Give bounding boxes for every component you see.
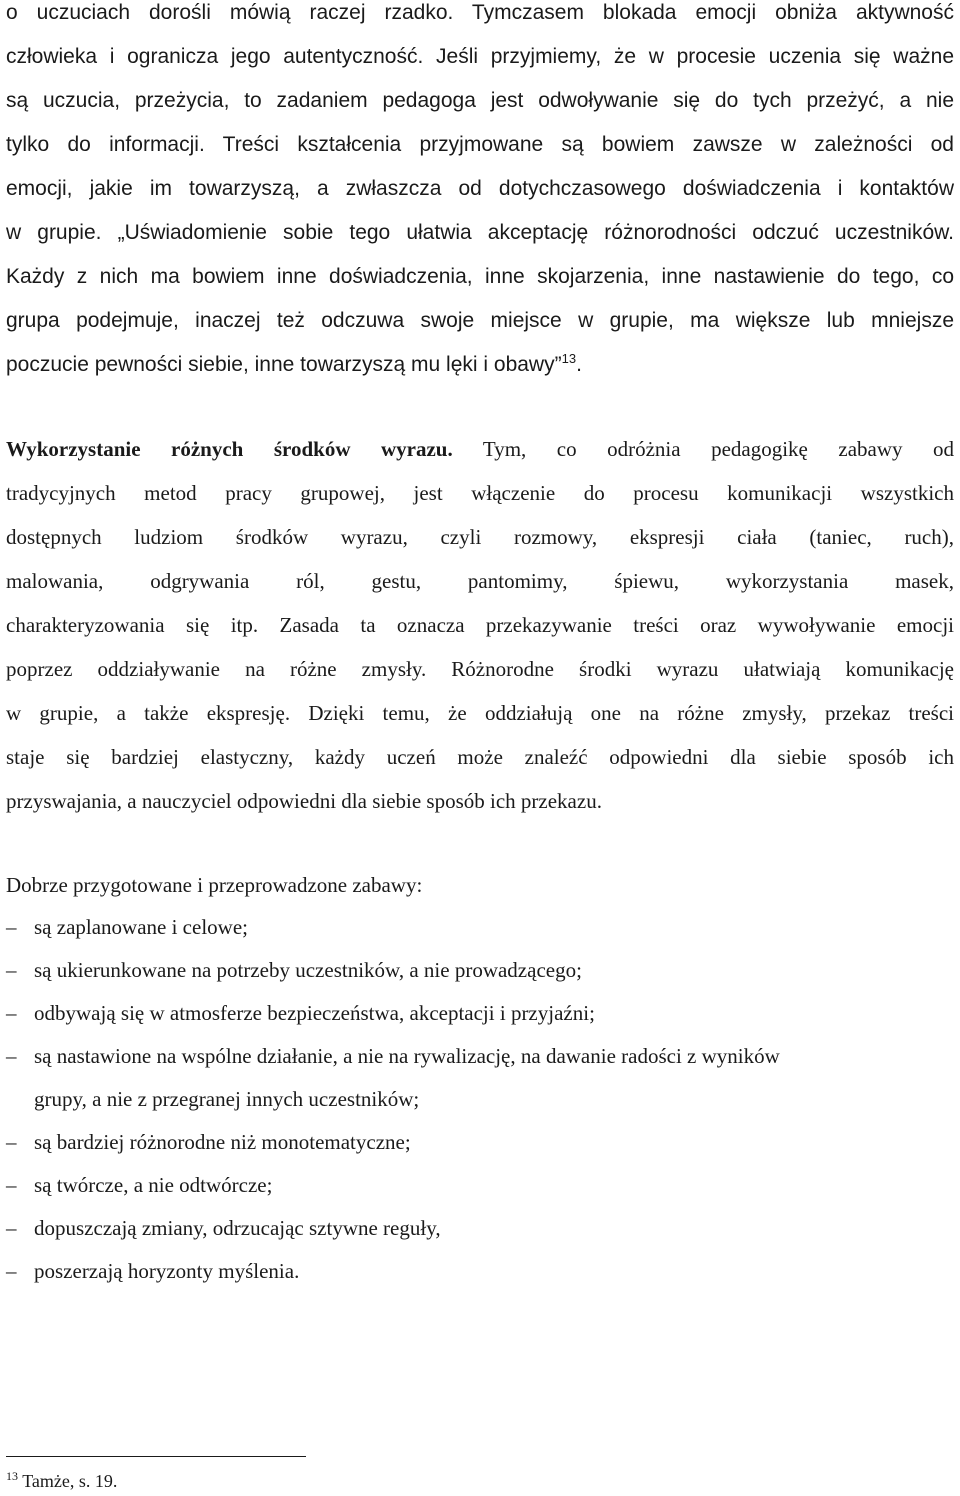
list-item-text: są bardziej różnorodne niż monotematyczne; bbox=[34, 1130, 411, 1154]
footnote-separator bbox=[6, 1456, 306, 1457]
list-item-text: są nastawione na wspólne działanie, a nie na rywalizację, na dawanie radości z wyników bbox=[34, 1044, 780, 1068]
section-line: przyswajania, a nauczyciel odpowiedni dla siebie sposób ich przekazu. bbox=[6, 789, 602, 813]
list-item-text: grupy, a nie z przegranej innych uczestników; bbox=[34, 1087, 420, 1111]
section-line: staje się bardziej elastyczny, każdy uczeń może znaleźć odpowiedni dla siebie sposób ich bbox=[6, 745, 954, 769]
paragraph-line: poczucie pewności siebie, inne towarzyszą mu lęki i obawy” bbox=[6, 353, 562, 376]
section-line: charakteryzowania się itp. Zasada ta oznacza przekazywanie treści oraz wywoływanie emocji bbox=[6, 613, 954, 637]
paragraph-last-line bbox=[6, 352, 954, 378]
paragraph-line: tylko do informacji. Treści kształcenia przyjmowane są bowiem zawsze w zależności od bbox=[6, 133, 954, 156]
paragraph-line: człowieka i ogranicza jego autentyczność. Jeśli przyjmiemy, że w procesie uczenia się ważne bbox=[6, 45, 954, 68]
dash-bullet: – bbox=[6, 958, 17, 982]
paragraph-line: o uczuciach dorośli mówią raczej rzadko. Tymczasem blokada emocji obniża aktywność bbox=[6, 1, 954, 24]
dash-bullet: – bbox=[6, 1001, 17, 1025]
list-item-text: poszerzają horyzonty myślenia. bbox=[34, 1259, 300, 1283]
dash-bullet: – bbox=[6, 1259, 17, 1283]
paragraph-line: grupa podejmuje, inaczej też odczuwa swoje miejsce w grupie, ma większe lub mniejsze bbox=[6, 309, 954, 332]
section-heading: Wykorzystanie różnych środków wyrazu. bbox=[6, 437, 453, 461]
section-line: w grupie, a także ekspresję. Dzięki temu, że oddziałują one na różne zmysły, przekaz treści bbox=[6, 701, 954, 725]
dash-bullet: – bbox=[6, 915, 17, 939]
section-line: dostępnych ludziom środków wyrazu, czyli rozmowy, ekspresji ciała (taniec, ruch), bbox=[6, 525, 954, 549]
paragraph-line: Każdy z nich ma bowiem inne doświadczenia, inne skojarzenia, inne nastawienie do tego, co bbox=[6, 265, 954, 288]
section-text: Tym, co odróżnia pedagogikę zabawy od bbox=[482, 437, 954, 461]
footnote-reference[interactable]: 13 bbox=[561, 351, 577, 366]
section-line: poprzez oddziaływanie na różne zmysły. Różnorodne środki wyrazu ułatwiają komunikację bbox=[6, 657, 954, 681]
footnote bbox=[6, 1470, 117, 1492]
dash-bullet: – bbox=[6, 1173, 17, 1197]
list-intro: Dobrze przygotowane i przeprowadzone zabawy: bbox=[6, 873, 423, 897]
footnote-text: Tamże, s. 19. bbox=[22, 1471, 118, 1491]
sentence-end: . bbox=[576, 353, 582, 376]
dash-bullet: – bbox=[6, 1130, 17, 1154]
list-item-text: są zaplanowane i celowe; bbox=[34, 915, 248, 939]
list-item-text: są ukierunkowane na potrzeby uczestników, a nie prowadzącego; bbox=[34, 958, 582, 982]
paragraph-line: w grupie. „Uświadomienie sobie tego ułatwia akceptację różnorodności odczuć uczestników. bbox=[6, 221, 954, 244]
section-line: malowania, odgrywania ról, gestu, pantomimy, śpiewu, wykorzystania masek, bbox=[6, 569, 954, 593]
dash-bullet: – bbox=[6, 1044, 17, 1068]
footnote-number: 13 bbox=[6, 1469, 18, 1483]
paragraph-line: są uczucia, przeżycia, to zadaniem pedagoga jest odwoływanie się do tych przeżyć, a nie bbox=[6, 89, 954, 112]
paragraph-line: emocji, jakie im towarzyszą, a zwłaszcza od dotychczasowego doświadczenia i kontaktów bbox=[6, 177, 954, 200]
section-first-line bbox=[6, 436, 954, 462]
section-line: tradycyjnych metod pracy grupowej, jest włączenie do procesu komunikacji wszystkich bbox=[6, 481, 954, 505]
list-item-text: odbywają się w atmosferze bezpieczeństwa, akceptacji i przyjaźni; bbox=[34, 1001, 595, 1025]
list-item-text: są twórcze, a nie odtwórcze; bbox=[34, 1173, 273, 1197]
list-item-text: dopuszczają zmiany, odrzucając sztywne reguły, bbox=[34, 1216, 441, 1240]
dash-bullet: – bbox=[6, 1216, 17, 1240]
